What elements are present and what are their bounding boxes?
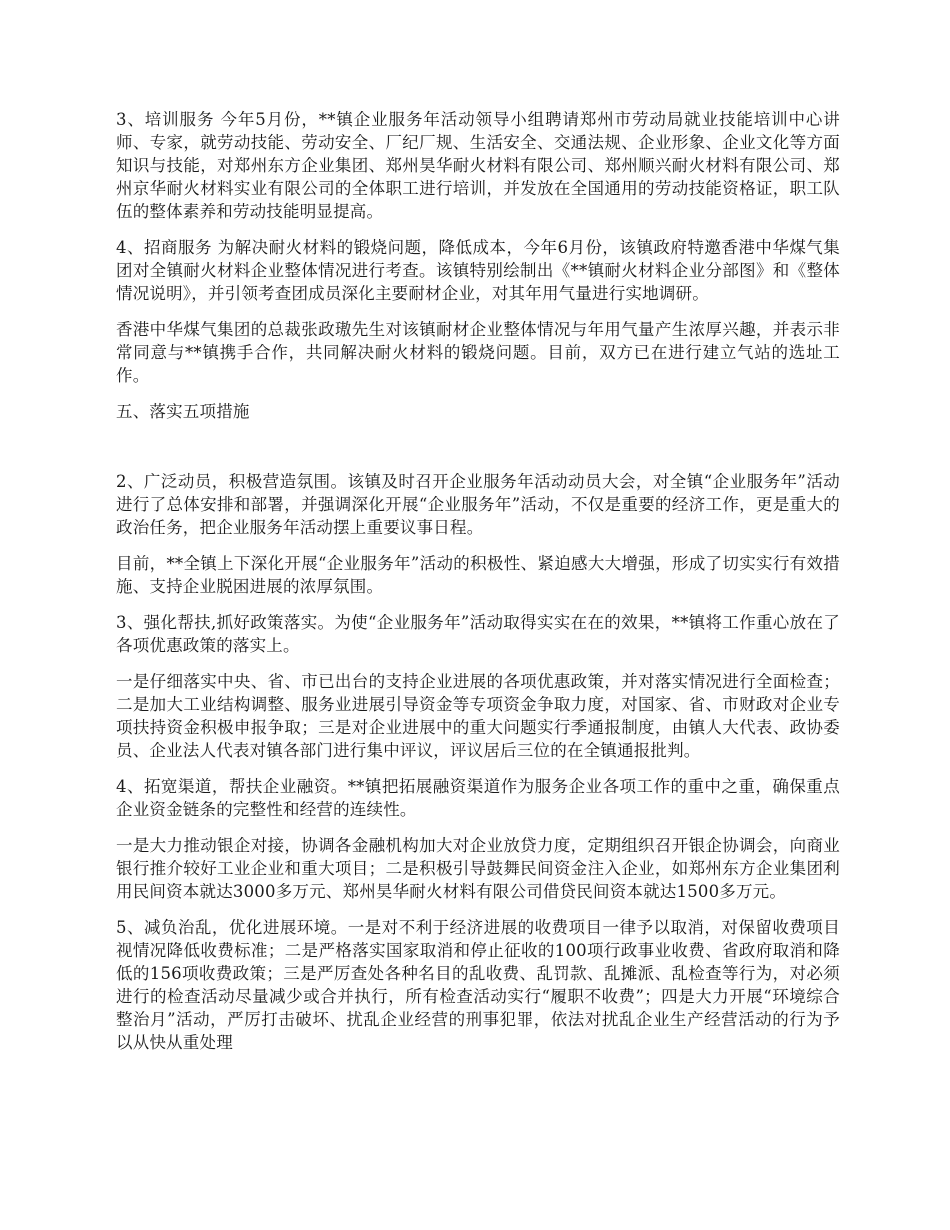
section-heading-five-measures: 五、落实五项措施 (116, 402, 250, 421)
paragraph-investment-service: 4、招商服务 为解决耐火材料的锻烧问题，降低成本，今年6月份，该镇政府特邀香港中华煤气集团对全镇耐火材料企业整体情况进行考查。该镇特别绘制出《**镇耐火材料企业分部图》和《整体情况说明》，并引领考查团成员深化主要耐材企业，对其年用气量进行实地调研。 (116, 238, 840, 303)
blank-gap (116, 436, 840, 470)
paragraph-current-status: 目前，**全镇上下深化开展“企业服务年”活动的积极性、紧迫感大大增强，形成了切实实行有效措施、支持企业脱困进展的浓厚氛围。 (116, 554, 840, 596)
paragraph-mobilization: 2、广泛动员，积极营造氛围。该镇及时召开企业服务年活动动员大会，对全镇“企业服务年”活动进行了总体安排和部署，并强调深化开展“企业服务年”活动，不仅是重要的经济工作，更是重大的政治任务，把企业服务年活动摆上重要议事日程。 (116, 472, 840, 537)
paragraph-financing-details: 一是大力推动银企对接，协调各金融机构加大对企业放贷力度，定期组织召开银企协调会，向商业银行推介较好工业企业和重大项目；二是积极引导鼓舞民间资金注入企业，如郑州东方企业集团利用民间资本就达3000多万元、郑州昊华耐火材料有限公司借贷民间资本就达1500多万元。 (116, 836, 840, 901)
document-body (116, 108, 840, 1067)
paragraph-financing: 4、拓宽渠道，帮扶企业融资。**镇把拓展融资渠道作为服务企业各项工作的重中之重，确保重点企业资金链条的完整性和经营的连续性。 (116, 777, 840, 819)
paragraph-policy-support: 3、强化帮扶,抓好政策落实。为使“企业服务年”活动取得实实在在的效果，**镇将工作重心放在了各项优惠政策的落实上。 (116, 613, 840, 655)
paragraph-hk-gas-group: 香港中华煤气集团的总裁张政璈先生对该镇耐材企业整体情况与年用气量产生浓厚兴趣，并表示非常同意与**镇携手合作，共同解决耐火材料的锻烧问题。目前，双方已在进行建立气站的选址工作。 (116, 320, 840, 385)
paragraph-policy-details: 一是仔细落实中央、省、市已出台的支持企业进展的各项优惠政策，并对落实情况进行全面检查；二是加大工业结构调整、服务业进展引导资金等专项资金争取力度，对国家、省、市财政对企业专项扶持资金积极申报争取；三是对企业进展中的重大问题实行季通报制度，由镇人大代表、政协委员、企业法人代表对镇各部门进行集中评议，评议居后三位的在全镇通报批判。 (116, 672, 840, 760)
paragraph-burden-reduction: 5、减负治乱，优化进展环境。一是对不利于经济进展的收费项目一律予以取消，对保留收费项目视情况降低收费标准；二是严格落实国家取消和停止征收的100项行政事业收费、省政府取消和降低的156项收费政策；三是严厉查处各种名目的乱收费、乱罚款、乱摊派、乱检查等行为，对必须进行的检查活动尽量减少或合并执行，所有检查活动实行“履职不收费”；四是大力开展“环境综合整治月”活动，严厉打击破坏、扰乱企业经营的刑事犯罪，依法对扰乱企业生产经营活动的行为予以从快从重处理 (116, 918, 840, 1052)
paragraph-training-service: 3、培训服务 今年5月份，**镇企业服务年活动领导小组聘请郑州市劳动局就业技能培训中心讲师、专家，就劳动技能、劳动安全、厂纪厂规、生活安全、交通法规、企业形象、企业文化等方面知识与技能，对郑州东方企业集团、郑州昊华耐火材料有限公司、郑州顺兴耐火材料有限公司、郑州京华耐火材料实业有限公司的全体职工进行培训，并发放在全国通用的劳动技能资格证，职工队伍的整体素养和劳动技能明显提高。 (116, 110, 840, 221)
